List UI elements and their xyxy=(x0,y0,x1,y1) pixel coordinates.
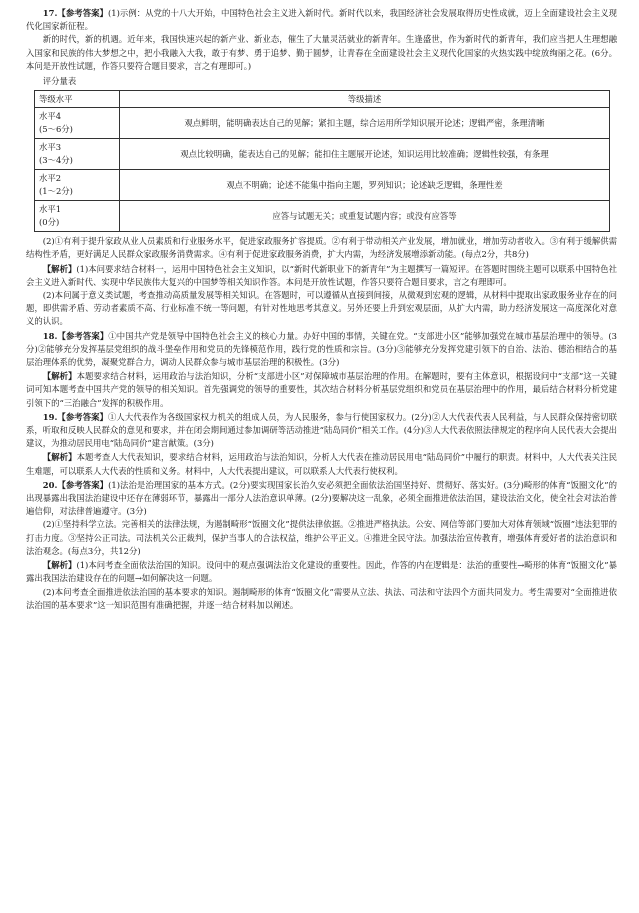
level-name: 水平4 xyxy=(39,111,62,122)
reference-answer-tag: 【参考答案】 xyxy=(57,330,109,341)
q18-answer xyxy=(26,330,617,370)
grading-level-cell xyxy=(35,170,120,201)
header-description: 等级描述 xyxy=(120,91,610,108)
level-score: (3～4分) xyxy=(39,155,73,166)
q19-answer-text: ①人大代表作为各级国家权力机关的组成人员，为人民服务，参与行使国家权力。(2分)②人大代表代表人民利益，与人民群众保持密切联系，听取和反映人民群众的意见和要求，并在闭会期间通过参加调研等活动推进“陆岛同价”相关工作。(4分)③人大代表依照法律规定的程序向人民代表大会提出建议，为推动居民用电“陆岛同价”建言献策。(3分) xyxy=(26,411,618,449)
level-name: 水平1 xyxy=(39,204,62,215)
q18-analysis-text: 本题要求结合材料，运用政治与法治知识，分析“支部进小区”对保障城市基层治理的作用。在解题时，要有主体意识，根据设问中“支部”这一关键词可知本题考查中国共产党的领导的相关知识。首先强调党的领导的重要性，其次结合材料分析基层党组织和党员在基层治理中的作用，最后结合材料分析党建引领下的“三治融合”发挥的积极作用。 xyxy=(26,371,618,408)
q17-answer-text: (1)示例：从党的十八大开始，中国特色社会主义进入新时代。新时代以来，我国经济社会发展取得历史性成就，迈上全面建设社会主义现代化国家新征程。 xyxy=(26,8,617,32)
q17-answer-part2: (2)①有利于提升家政从业人员素质和行业服务水平，促进家政服务扩容提质。②有利于带动相关产业发展，增加就业，增加劳动者收入。③有利于缓解供需结构性矛盾，更好满足人民群众家政服务消费需求。④有利于促进家政服务消费，扩大内需，为经济发展增添新动能。(每点2分，共8分) xyxy=(26,236,617,260)
q20-number: 20. xyxy=(42,479,58,490)
question-18 xyxy=(26,330,617,410)
q17-number: 17. xyxy=(42,8,58,18)
q17-answer-part1 xyxy=(26,7,617,33)
analysis-tag: 【解析】 xyxy=(42,371,77,382)
grading-table-header xyxy=(35,91,610,108)
grading-level-cell xyxy=(35,139,120,170)
question-20 xyxy=(26,479,617,612)
grading-table-caption: 评分量表 xyxy=(42,76,77,87)
level-score: (1～2分) xyxy=(39,186,73,197)
q20-answer-text: (1)法治是治理国家的基本方式。(2分)要实现国家长治久安必须把全面依法治国坚持好、贯彻好、落实好。(3分)畸形的体育“饭圈文化”的出现暴露出我国法治建设中还存在薄弱环节，暴露出一部分人法治意识单薄。(2分)要解决这一乱象，必须全面推进依法治国，建设法治文化，使全社会对法治普遍信仰，对法律普遍遵守。(3分) xyxy=(26,479,618,517)
grading-description-cell: 应答与试题无关；或重复试题内容；或没有应答等 xyxy=(120,201,610,232)
reference-answer-tag: 【参考答案】 xyxy=(57,411,108,422)
q18-analysis xyxy=(26,370,617,410)
grading-table xyxy=(34,90,610,232)
q19-analysis-text: 本题考查人大代表知识，要求结合材料，运用政治与法治知识，分析人大代表在推动居民用电“陆岛同价”中履行的职责。材料中，人大代表关注民生难题，可以联系人大代表的性质和义务。材料中，人大代表提出建议，可以联系人大代表行使权利。 xyxy=(26,452,617,476)
grading-row xyxy=(35,201,610,232)
q20-analysis-part1 xyxy=(26,559,617,585)
grading-level-cell xyxy=(35,201,120,232)
level-score: (5～6分) xyxy=(39,124,73,135)
grading-row xyxy=(35,108,610,139)
reference-answer-tag: 【参考答案】 xyxy=(57,479,109,490)
reference-answer-tag: 【参考答案】 xyxy=(57,8,108,18)
q17-analysis-text: (1)本问要求结合材料一，运用中国特色社会主义知识，以“新时代新职业下的新青年”为主题撰写一篇短评。在答题时围绕主题可以联系中国特色社会主义进入新时代、实现中华民族伟大复兴的中国梦等相关知识作答。本问是开放性试题，作答只要符合题目要求，言之有理即可。 xyxy=(26,263,618,287)
grading-row xyxy=(35,139,610,170)
grading-row xyxy=(35,170,610,201)
question-19 xyxy=(26,411,617,478)
analysis-tag: 【解析】 xyxy=(42,560,77,571)
grading-description-cell: 观点不明确；论述不能集中指向主题，罗列知识；论述缺乏逻辑，条理性差 xyxy=(120,170,610,201)
q18-number: 18. xyxy=(42,330,58,341)
analysis-tag: 【解析】 xyxy=(42,452,77,463)
q19-number: 19. xyxy=(42,411,58,422)
q17-analysis-part1 xyxy=(26,263,617,289)
q20-analysis-part2: (2)本问考查全面推进依法治国的基本要求的知识。遏制畸形的体育“饭圈文化”需要从立法、执法、司法和守法四个方面共同发力。考生需要对“全面推进依法治国的基本要求”这一知识范围有准确把握，并逐一结合材料加以阐述。 xyxy=(26,586,617,610)
header-level: 等级水平 xyxy=(35,91,120,108)
q20-answer-part2: (2)①坚持科学立法。完善相关的法律法规，为遏制畸形“饭圈文化”提供法律依据。②推进严格执法。公安、网信等部门要加大对体育领域“饭圈”违法犯罪的打击力度。③坚持公正司法。司法机关公正裁判，保护当事人的合法权益，维护公平正义。④推进全民守法。加强法治宣传教育，增强体育爱好者的法治意识和法治观念。(每点3分，共12分) xyxy=(26,519,617,556)
level-name: 水平2 xyxy=(39,173,62,184)
q17-analysis-part2: (2)本问属于意义类试题，考查推动高质量发展等相关知识。在答题时，可以遵循从直接到间接，从微观到宏观的逻辑，从材料中提取出家政服务业存在的问题，即供需矛盾、劳动者素质不高、行业标准不统一等问题，有针对性地思考其意义。另外还要上升到宏观层面，从扩大内需，助力经济发展这一高度深化对意义的认识。 xyxy=(26,290,617,327)
grading-level-cell xyxy=(35,108,120,139)
q20-analysis-text: (1)本问考查全面依法治国的知识。设问中的观点强调法治文化建设的重要性。因此，作答的内在逻辑是：法治的重要性→畸形的体育“饭圈文化”暴露出我国法治建设存在的问题→如何解决这一问题。 xyxy=(26,560,617,584)
q19-answer xyxy=(26,411,617,451)
q20-answer-part1 xyxy=(26,479,617,519)
grading-description-cell: 观点鲜明，能明确表达自己的见解；紧扣主题，综合运用所学知识展开论述；逻辑严密，条理清晰 xyxy=(120,108,610,139)
q17-answer-paragraph-2: 新的时代，新的机遇。近年来，我国快速兴起的新产业、新业态，催生了大量灵活就业的新青年。生逢盛世，作为新时代的新青年，我们应当把人生理想融入国家和民族的伟大梦想之中，把小我融入大我，敢于有梦、勇于追梦、勤于圆梦，让青春在全面建设社会主义现代化国家的火热实践中绽放绚丽之花。(6分。本问是开放性试题，作答只要符合题目要求，言之有理即可。) xyxy=(26,34,617,71)
level-score: (0分) xyxy=(39,217,60,228)
question-17 xyxy=(26,7,617,329)
q19-analysis xyxy=(26,451,617,477)
grading-description-cell: 观点比较明确，能表达自己的见解；能扣住主题展开论述，知识运用比较准确；逻辑性较强，有条理 xyxy=(120,139,610,170)
level-name: 水平3 xyxy=(39,142,62,153)
q18-answer-text: ①中国共产党是领导中国特色社会主义的核心力量。办好中国的事情，关键在党。“支部进小区”能够加强党在城市基层治理中的领导。(3分)②能够充分发挥基层党组织的战斗堡垒作用和党员的先锋模范作用，践行党的性质和宗旨。(3分)③能够充分发挥党建引领下的自治、法治、德治相结合的基层治理体系的优势，凝聚党群合力，调动人民群众参与城市基层治理的积极性。(3分) xyxy=(26,330,618,368)
analysis-tag: 【解析】 xyxy=(42,263,77,274)
